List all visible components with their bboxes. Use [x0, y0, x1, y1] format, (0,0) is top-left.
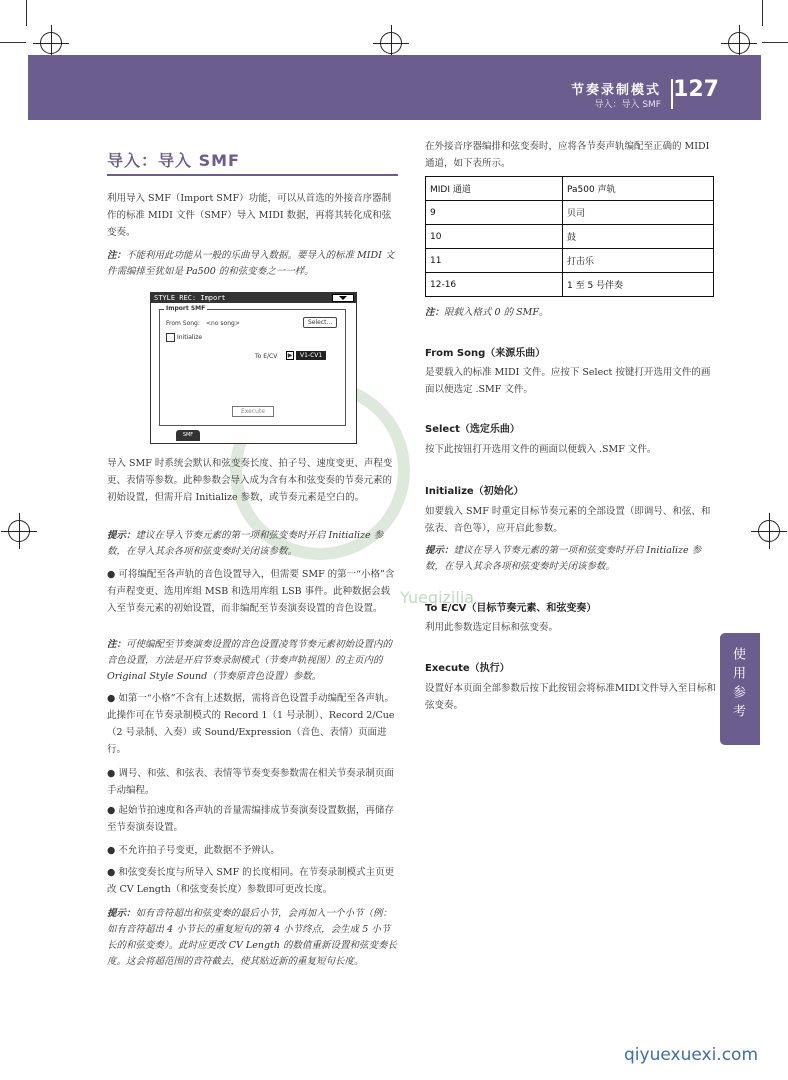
bullet-text: 如第一“小格”不含有上述数据，需将音色设置手动编配至各声轨。此操作可在节奏录制模式的 Record 1（1 号录制）、Record 2/Cue（2 号录制、入奏）或 Sound/Expression（音色、表情）页面进行。	[107, 693, 395, 755]
crop-line	[762, 0, 763, 26]
table-cell: 打击乐	[563, 249, 714, 273]
table-row	[426, 273, 714, 297]
side-tab-label: 使用参考	[730, 647, 745, 723]
smf-tab[interactable]: SMF	[176, 430, 200, 441]
initialize-description	[425, 503, 716, 537]
table-cell: 鼓	[563, 225, 714, 249]
table-cell: 12-16	[426, 273, 563, 297]
table-cell: 9	[426, 201, 563, 225]
description-text: 设置好本页面全部参数后按下此按钮会将标准MIDI文件导入至目标和弦变奏。	[425, 683, 716, 711]
table-cell: 10	[426, 225, 563, 249]
registration-mark-top-right	[728, 32, 750, 54]
to-ecv-description	[425, 619, 716, 636]
watermark-text: Yueqizilia	[400, 588, 475, 607]
arrow-right-icon[interactable]: ▶	[287, 352, 293, 359]
note-paragraph	[107, 248, 398, 280]
tip-paragraph	[107, 906, 398, 970]
bullet-text: 可将编配至各声轨的音色设置导入，但需要 SMF 的第一“小格”含有声程变更、选用库组 MSB 和选用库组 LSB 事件。此种数据会载入至节奏元素的初始设置，而非编配至节奏演奏设置的音色设置。	[107, 569, 395, 614]
from-song-value: <no song>	[206, 320, 240, 327]
tip-text: 建议在导入节奏元素的第一项和弦变奏时开启 Initialize 参数，在导入其余各项和弦变奏时关闭该参数。	[425, 545, 702, 572]
initialize-heading: Initialize（初始化）	[425, 486, 524, 497]
tip-paragraph	[107, 528, 398, 560]
side-tab-reference[interactable]	[720, 633, 760, 745]
title-rule	[107, 174, 398, 176]
bullet-item: ● 如第一“小格”不含有上述数据，需将音色设置手动编配至各声轨。此操作可在节奏录制模式的 Record 1（1 号录制）、Record 2/Cue（2 号录制、入奏）或 Sound/Expression（音色、表情）页面进行。	[107, 693, 395, 755]
initialize-label: Initialize	[177, 334, 203, 341]
section-title: 导入：导入 SMF	[107, 151, 240, 170]
bullet-item: ● 起始节拍速度和各声轨的音量需编排成节奏演奏设置数据，再储存至节奏演奏设置。	[107, 805, 394, 833]
description-text: 按下此按钮打开选用文件的画面以便载入 .SMF 文件。	[425, 444, 657, 455]
registration-mark-top-center	[380, 32, 402, 54]
bullet-item: ● 和弦变奏长度与所导入 SMF 的长度相同。在节奏录制模式主页更改 CV Length（和弦变奏长度）参数即可更改长度。	[107, 867, 395, 895]
crop-line	[26, 0, 27, 26]
note-text: 不能利用此功能从一般的乐曲导入数据。要导入的标准 MIDI 文件需编排至犹如是 Pa500 的和弦变奏之一一样。	[107, 250, 395, 277]
note-paragraph	[425, 305, 716, 321]
note-paragraph	[107, 637, 398, 685]
intro-paragraph	[107, 190, 398, 241]
table-cell: 贝司	[563, 201, 714, 225]
from-song-description	[425, 364, 716, 398]
registration-mark-left-mid	[8, 520, 30, 542]
bullet-item: ● 可将编配至各声轨的音色设置导入，但需要 SMF 的第一“小格”含有声程变更、选用库组 MSB 和选用库组 LSB 事件。此种数据会载入至节奏元素的初始设置，而非编配至节奏演奏设置的音色设置。	[107, 569, 395, 614]
bullet-item: ● 调号、和弦、和弦表、表情等节奏变奏参数需在相关节奏录制页面手动编程。	[107, 768, 394, 796]
tip-label: 提示：	[107, 908, 136, 919]
paragraph-defaults	[107, 455, 398, 506]
table-header-row	[426, 177, 714, 201]
bullet-text: 起始节拍速度和各声轨的音量需编排成节奏演奏设置数据，再储存至节奏演奏设置。	[107, 805, 394, 833]
description-text: 如要载入 SMF 时重定目标节奏元素的全部设置（即调号、和弦、和弦表、音色等），应开启此参数。	[425, 506, 711, 534]
select-description	[425, 441, 716, 458]
to-ecv-value[interactable]: V1-CV1	[296, 351, 326, 360]
midi-intro-paragraph	[425, 138, 716, 172]
page-number: 127	[673, 77, 719, 102]
tip-label: 提示：	[425, 545, 454, 556]
midi-channel-table	[425, 176, 714, 297]
table-row	[426, 201, 714, 225]
group-label: Import SMF	[166, 305, 206, 312]
chapter-subtitle: 导入：导入 SMF	[594, 100, 661, 110]
registration-mark-right-mid	[758, 520, 780, 542]
select-heading: Select（选定乐曲）	[425, 424, 520, 435]
tip-paragraph	[425, 543, 716, 575]
table-row	[426, 249, 714, 273]
table-cell: 1 至 5 号伴奏	[563, 273, 714, 297]
bullet-text: 调号、和弦、和弦表、表情等节奏变奏参数需在相关节奏录制页面手动编程。	[107, 768, 394, 796]
table-header-cell: Pa500 声轨	[563, 177, 714, 201]
from-song-heading: From Song（来源乐曲）	[425, 348, 546, 359]
note-label: 注：	[425, 307, 445, 318]
from-song-label: From Song:	[166, 320, 200, 327]
screen-capture	[150, 292, 357, 444]
table-row	[426, 225, 714, 249]
tip-text: 建议在导入节奏元素的第一项和弦变奏时开启 Initialize 参数，在导入其余各项和弦变奏时关闭该参数。	[107, 530, 384, 557]
bullet-text: 不允许拍子号变更，此数据不予辨认。	[118, 845, 280, 856]
table-cell: 11	[426, 249, 563, 273]
select-button[interactable]: Select...	[303, 317, 337, 328]
to-ecv-heading: To E/CV（目标节奏元素、和弦变奏）	[425, 603, 597, 614]
registration-mark-top-left	[40, 32, 62, 54]
midi-intro-text: 在外接音序器编排和弦变奏时，应将各节奏声轨编配至正确的 MIDI 通道，如下表所示。	[425, 141, 710, 169]
page-header	[28, 55, 761, 120]
note-text: 限载入格式 0 的 SMF。	[444, 307, 549, 318]
note-text: 可使编配至节奏演奏设置的音色设置凌驾节奏元素初始设置内的音色设置，方法是开启节奏录制模式（节奏声轨视图）的主页内的 Original Style Sound（节奏原音色设置）参数。	[107, 639, 393, 682]
to-ecv-label: To E/CV	[255, 353, 278, 360]
page-menu-dropdown[interactable]	[332, 294, 354, 302]
bullet-item: ● 不允许拍子号变更，此数据不予辨认。	[107, 845, 280, 856]
table-header-cell: MIDI 通道	[426, 177, 563, 201]
crop-line	[762, 42, 788, 43]
execute-button[interactable]: Execute	[232, 406, 274, 417]
bullet-text: 和弦变奏长度与所导入 SMF 的长度相同。在节奏录制模式主页更改 CV Length（和弦变奏长度）参数即可更改长度。	[107, 867, 395, 895]
note-label: 注：	[107, 639, 127, 650]
execute-heading: Execute（执行）	[425, 663, 510, 674]
tip-label: 提示：	[107, 530, 136, 541]
tip-text: 如有音符超出和弦变奏的最后小节，会再加入一个小节（例：如有音符超出 4 小节长的重复短句的第 4 小节终点，会生成 5 小节长的和弦变奏）。此时应更改 CV Length 的数值重新设置和弦变奏长度。这会将超范围的音符截去，使其贴近新的重复短句长度。	[107, 908, 398, 967]
description-text: 利用此参数选定目标和弦变奏。	[425, 622, 559, 633]
site-watermark: qiyuexuexi.com	[624, 1045, 758, 1065]
crop-line	[0, 42, 26, 43]
note-label: 注：	[107, 250, 127, 261]
initialize-checkbox[interactable]	[166, 333, 175, 342]
execute-description	[425, 680, 716, 714]
import-smf-group	[159, 305, 346, 426]
chapter-title: 节奏录制模式	[570, 83, 661, 98]
description-text: 是要载入的标准 MIDI 文件。应按下 Select 按键打开选用文件的画面以便选定 .SMF 文件。	[425, 367, 711, 395]
screen-title: STYLE REC: Import	[151, 293, 356, 303]
intro-text: 利用导入 SMF（Import SMF）功能，可以从首选的外接音序器制作的标准 MIDI 文件（SMF）导入 MIDI 数据，再将其转化成和弦变奏。	[107, 193, 392, 238]
paragraph-text: 导入 SMF 时系统会默认和弦变奏长度、拍子号、速度变更、声程变更、表情等参数。此种参数会导入成为含有本和弦变奏的节奏元素的初始设置，但需开启 Initialize 参数，或节奏元素是空白的。	[107, 458, 393, 503]
